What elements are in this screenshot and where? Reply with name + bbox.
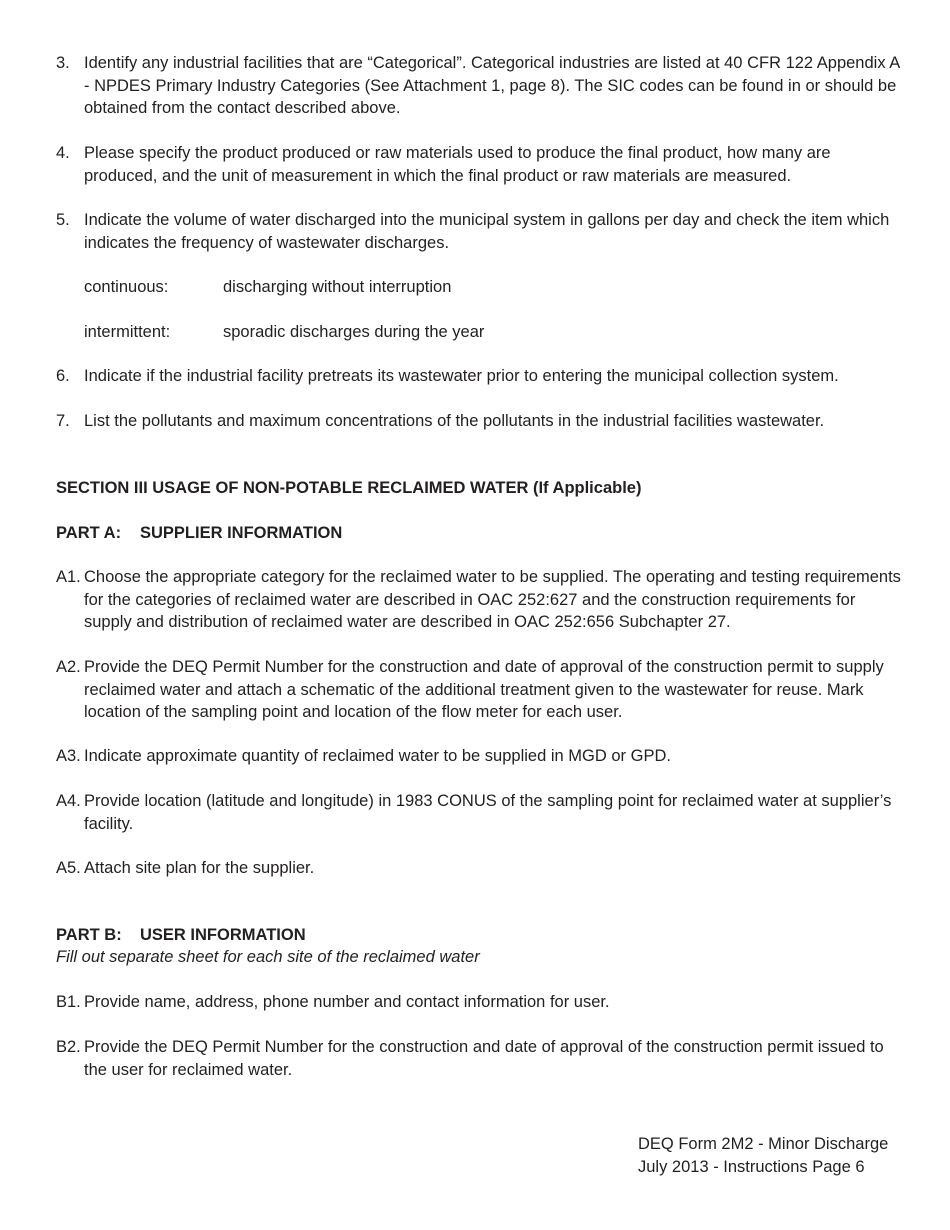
list-number: A4. (56, 792, 81, 810)
part-b-label: PART B: (56, 926, 122, 944)
list-number: 6. (56, 367, 70, 385)
list-text: Provide the DEQ Permit Number for the construction and date of approval of the construction permit to supply reclaimed water and attach a schematic of the additional treatment given to the wastewater for reuse. Mark location of the sampling point and location of the flow meter for each user. (84, 658, 884, 721)
part-b-heading (56, 924, 906, 947)
definition-term: intermittent: (84, 323, 171, 341)
list-item-5 (56, 209, 901, 254)
definition-continuous (84, 276, 451, 299)
list-item-6 (56, 365, 901, 388)
list-number: 7. (56, 412, 70, 430)
list-item-a3 (56, 745, 901, 768)
list-item-7 (56, 410, 901, 433)
list-text: Provide the DEQ Permit Number for the construction and date of approval of the construction permit issued to the user for reclaimed water. (84, 1038, 884, 1079)
list-text: Indicate if the industrial facility pretreats its wastewater prior to entering the municipal collection system. (84, 367, 839, 385)
list-item-a4 (56, 790, 901, 835)
list-item-3 (56, 52, 901, 120)
list-number: A5. (56, 859, 81, 877)
list-text: Provide name, address, phone number and contact information for user. (84, 993, 610, 1011)
list-item-b1 (56, 991, 901, 1014)
list-text: Indicate the volume of water discharged into the municipal system in gallons per day and check the item which indicates the frequency of wastewater discharges. (84, 211, 890, 252)
list-number: 3. (56, 54, 70, 72)
list-text: Provide location (latitude and longitude) in 1983 CONUS of the sampling point for reclaimed water at supplier’s facility. (84, 792, 892, 833)
list-text: Choose the appropriate category for the reclaimed water to be supplied. The operating and testing requirements for the categories of reclaimed water are described in OAC 252:627 and the construction requirements for supply and distribution of reclaimed water are described in OAC 252:656 Subchapter 27. (84, 568, 901, 631)
definition-term: continuous: (84, 278, 169, 296)
list-text: Indicate approximate quantity of reclaimed water to be supplied in MGD or GPD. (84, 747, 671, 765)
list-number: A3. (56, 747, 81, 765)
list-text: Please specify the product produced or raw materials used to produce the final product, how many are produced, and the unit of measurement in which the final product or raw materials are measured. (84, 144, 831, 185)
list-number: B2. (56, 1038, 81, 1056)
definition-intermittent (84, 321, 484, 344)
list-number: A1. (56, 568, 81, 586)
part-a-label: PART A: (56, 524, 122, 542)
part-a-heading (56, 522, 906, 545)
list-number: B1. (56, 993, 81, 1011)
list-number: A2. (56, 658, 81, 676)
footer-page-info: July 2013 - Instructions Page 6 (638, 1158, 865, 1176)
list-text: Identify any industrial facilities that are “Categorical”. Categorical industries are listed at 40 CFR 122 Appendix A - NPDES Primary Industry Categories (See Attachment 1, page 8). The SIC codes can be found in or should be obtained from the contact described above. (84, 54, 900, 117)
list-item-4 (56, 142, 901, 187)
footer-form-name: DEQ Form 2M2 - Minor Discharge (638, 1135, 889, 1153)
part-a-title: SUPPLIER INFORMATION (140, 524, 343, 542)
list-item-a2 (56, 656, 901, 724)
page-footer (638, 1133, 888, 1179)
list-number: 5. (56, 211, 70, 229)
list-text: List the pollutants and maximum concentrations of the pollutants in the industrial facilities wastewater. (84, 412, 825, 430)
part-b-subtitle: Fill out separate sheet for each site of the reclaimed water (56, 948, 480, 966)
section-heading: SECTION III USAGE OF NON-POTABLE RECLAIMED WATER (If Applicable) (56, 479, 642, 497)
list-item-b2 (56, 1036, 901, 1081)
part-b-title: USER INFORMATION (140, 926, 306, 944)
definition-desc: discharging without interruption (223, 278, 452, 296)
definition-desc: sporadic discharges during the year (223, 323, 485, 341)
list-number: 4. (56, 144, 70, 162)
list-text: Attach site plan for the supplier. (84, 859, 315, 877)
list-item-a1 (56, 566, 901, 634)
list-item-a5 (56, 857, 901, 880)
